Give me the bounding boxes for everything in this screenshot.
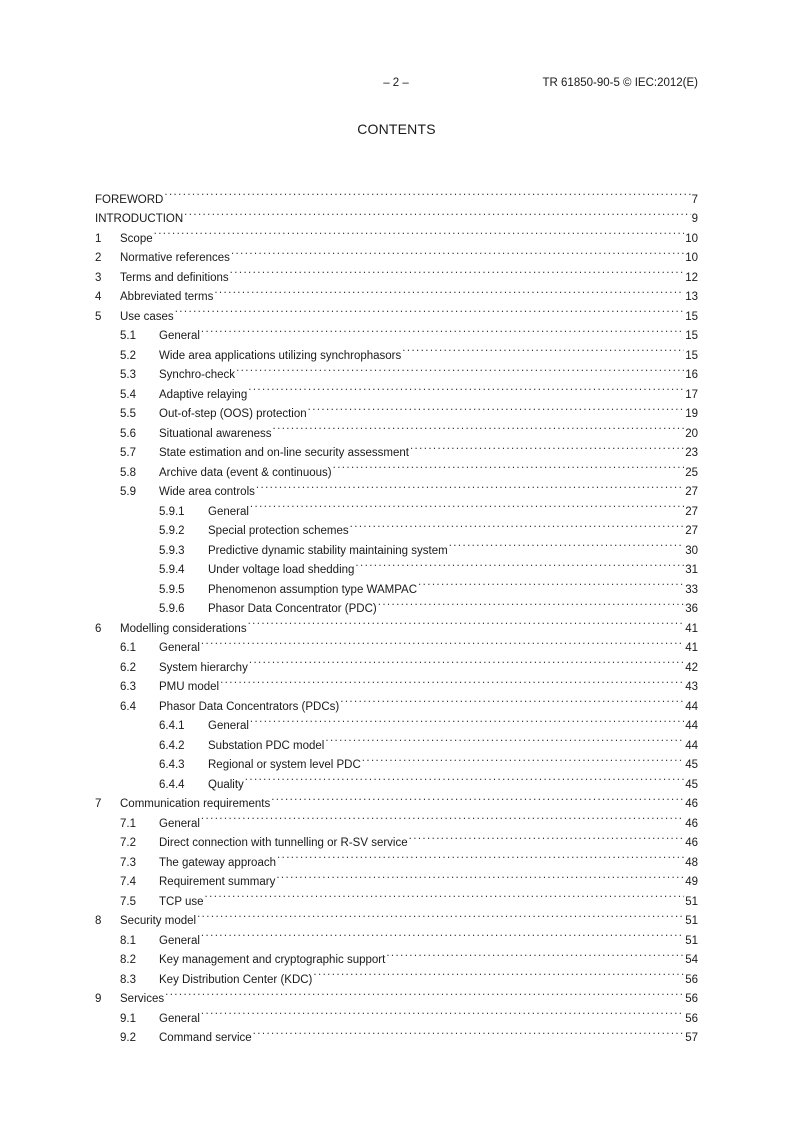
toc-entry-page: 45 [685, 778, 698, 791]
toc-entry-number: 5.8 [120, 466, 136, 479]
toc-dot-leader [165, 983, 684, 1003]
toc-entry[interactable] [95, 261, 698, 284]
toc-entry-number: 6.4.1 [159, 720, 185, 732]
toc-entry-page: 44 [685, 720, 698, 732]
toc-dot-leader [220, 671, 684, 691]
toc-entry[interactable] [95, 905, 698, 925]
toc-dot-leader [230, 261, 685, 281]
toc-entry-page: 10 [685, 232, 698, 245]
toc-entry[interactable] [95, 417, 698, 440]
toc-entry[interactable] [95, 768, 698, 791]
toc-entry-number: 8 [95, 915, 102, 927]
toc-dot-leader [164, 183, 690, 203]
toc-entry[interactable] [95, 398, 698, 418]
toc-entry[interactable] [95, 866, 698, 886]
toc-entry-title: General [159, 934, 200, 947]
toc-entry-title: INTRODUCTION [95, 213, 184, 225]
toc-dot-leader [325, 729, 684, 749]
toc-dot-leader [273, 417, 685, 437]
toc-entry-page: 12 [685, 271, 698, 284]
toc-entry-number: 6.2 [120, 661, 136, 674]
toc-dot-leader [214, 281, 684, 301]
toc-entry[interactable] [95, 632, 698, 652]
toc-entry[interactable] [95, 281, 698, 301]
toc-entry-title: Adaptive relaying [159, 388, 248, 401]
toc-entry-title: Predictive dynamic stability maintaining system [208, 544, 448, 557]
toc-dot-leader [449, 534, 685, 554]
toc-entry[interactable] [95, 437, 698, 457]
toc-entry[interactable] [95, 359, 698, 379]
toc-entry-page: 15 [685, 330, 698, 342]
toc-dot-leader [333, 456, 685, 476]
toc-entry-number: 5.3 [120, 369, 136, 381]
toc-entry-number: 7.1 [120, 817, 136, 830]
toc-entry[interactable] [95, 242, 698, 262]
toc-entry-page: 49 [685, 876, 698, 888]
toc-entry[interactable] [95, 554, 698, 574]
toc-entry-number: 7 [95, 798, 102, 810]
toc-entry[interactable] [95, 515, 698, 535]
toc-dot-leader [236, 359, 684, 379]
toc-entry-page: 15 [685, 349, 698, 362]
toc-dot-leader [250, 495, 684, 515]
toc-entry[interactable] [95, 320, 698, 340]
toc-entry-page: 46 [685, 798, 698, 810]
toc-entry-title: Special protection schemes [208, 525, 349, 537]
toc-entry-page: 23 [685, 447, 698, 459]
toc-entry-title: General [159, 330, 200, 342]
toc-dot-leader [253, 1022, 685, 1042]
page-number: – 2 – [383, 77, 409, 89]
toc-entry[interactable] [95, 924, 698, 947]
toc-dot-leader [154, 222, 685, 242]
toc-entry-page: 31 [685, 564, 698, 576]
toc-entry-page: 30 [685, 544, 698, 557]
toc-entry-title: Communication requirements [120, 798, 271, 810]
toc-entry-number: 7.4 [120, 876, 136, 888]
toc-dot-leader [245, 768, 684, 788]
toc-entry-page: 57 [685, 1032, 698, 1044]
toc-entry-title: General [208, 505, 249, 518]
toc-entry[interactable] [95, 456, 698, 479]
toc-entry-number: 8.3 [120, 973, 136, 986]
toc-entry-title: Archive data (event & continuous) [159, 466, 332, 479]
toc-entry-number: 1 [95, 232, 102, 245]
toc-entry[interactable] [95, 788, 698, 808]
toc-entry[interactable] [95, 593, 698, 613]
toc-entry[interactable] [95, 534, 698, 557]
toc-entry-title: Direct connection with tunnelling or R-SV service [159, 837, 408, 849]
toc-dot-leader [249, 651, 684, 671]
toc-entry-title: Terms and definitions [120, 271, 229, 284]
toc-dot-leader [402, 339, 684, 359]
toc-entry-number: 5.2 [120, 349, 136, 362]
toc-entry[interactable] [95, 671, 698, 691]
toc-entry-number: 8.1 [120, 934, 136, 947]
toc-entry-title: Regional or system level PDC [208, 759, 361, 771]
toc-dot-leader [340, 690, 684, 710]
toc-entry-title: Services [120, 993, 165, 1005]
toc-entry-number: 9.2 [120, 1032, 136, 1044]
toc-dot-leader [362, 749, 684, 769]
toc-entry-title: Scope [120, 232, 153, 245]
toc-entry[interactable] [95, 339, 698, 362]
toc-dot-leader [184, 203, 690, 223]
toc-dot-leader [378, 593, 684, 613]
toc-entry-number: 7.5 [120, 895, 136, 908]
toc-dot-leader [276, 866, 684, 886]
toc-entry-number: 6.4 [120, 700, 136, 713]
toc-dot-leader [201, 924, 684, 944]
toc-entry-number: 8.2 [120, 954, 136, 966]
toc-entry-number: 6.1 [120, 642, 136, 654]
contents-title: CONTENTS [357, 121, 436, 137]
toc-entry-page: 20 [685, 427, 698, 440]
toc-entry-page: 41 [685, 622, 698, 635]
toc-entry-number: 9.1 [120, 1012, 136, 1025]
toc-entry-number: 6.3 [120, 681, 136, 693]
toc-dot-leader [248, 612, 685, 632]
toc-entry[interactable] [95, 1002, 698, 1025]
toc-entry-page: 44 [685, 739, 698, 752]
toc-dot-leader [205, 885, 685, 905]
toc-entry-page: 51 [685, 934, 698, 947]
toc-entry-number: 5.5 [120, 408, 136, 420]
toc-entry-title: TCP use [159, 895, 204, 908]
toc-entry-page: 51 [685, 915, 698, 927]
toc-dot-leader [386, 944, 684, 964]
toc-entry[interactable] [95, 983, 698, 1003]
toc-entry[interactable] [95, 885, 698, 908]
toc-entry-title: Abbreviated terms [120, 291, 214, 303]
toc-entry-title: Command service [159, 1032, 252, 1044]
toc-entry-page: 48 [685, 856, 698, 869]
toc-entry-title: Under voltage load shedding [208, 564, 355, 576]
toc-dot-leader [350, 515, 685, 535]
toc-entry-title: Wide area controls [159, 486, 255, 498]
toc-entry-page: 13 [685, 291, 698, 303]
toc-dot-leader [201, 1002, 684, 1022]
toc-entry-number: 5 [95, 310, 102, 323]
toc-entry[interactable] [95, 846, 698, 869]
toc-entry-number: 5.1 [120, 330, 136, 342]
toc-entry-number: 5.9 [120, 486, 136, 498]
toc-entry-number: 5.9.5 [159, 583, 185, 596]
toc-entry[interactable] [95, 710, 698, 730]
toc-dot-leader [175, 300, 685, 320]
toc-entry-number: 2 [95, 252, 102, 264]
toc-entry[interactable] [95, 944, 698, 964]
toc-entry-page: 51 [685, 895, 698, 908]
toc-entry-number: 5.7 [120, 447, 136, 459]
toc-entry-title: State estimation and on-line security assessment [159, 447, 409, 459]
toc-entry-title: Phasor Data Concentrator (PDC) [208, 603, 377, 615]
toc-entry-page: 45 [685, 759, 698, 771]
page-header [0, 77, 793, 93]
toc-entry-page: 54 [685, 954, 698, 966]
toc-entry-number: 3 [95, 271, 102, 284]
toc-dot-leader [355, 554, 684, 574]
toc-entry-page: 56 [685, 993, 698, 1005]
toc-entry-number: 5.9.4 [159, 564, 185, 576]
toc-entry-page: 27 [685, 525, 698, 537]
toc-entry[interactable] [95, 807, 698, 830]
toc-dot-leader [418, 573, 684, 593]
toc-dot-leader [231, 242, 684, 262]
toc-entry-number: 7.3 [120, 856, 136, 869]
toc-entry-title: General [208, 720, 249, 732]
toc-entry-number: 4 [95, 291, 102, 303]
toc-entry-page: 43 [685, 681, 698, 693]
toc-entry[interactable] [95, 651, 698, 674]
toc-entry-title: Quality [208, 778, 244, 791]
toc-entry-page: 33 [685, 583, 698, 596]
toc-entry-page: 7 [691, 193, 698, 206]
toc-entry-title: General [159, 642, 200, 654]
toc-entry[interactable] [95, 476, 698, 496]
toc-entry-page: 25 [685, 466, 698, 479]
toc-dot-leader [256, 476, 684, 496]
toc-entry-title: Synchro-check [159, 369, 236, 381]
toc-entry-title: Out-of-step (OOS) protection [159, 408, 307, 420]
toc-dot-leader [409, 827, 685, 847]
toc-entry[interactable] [95, 963, 698, 986]
toc-entry[interactable] [95, 222, 698, 245]
toc-entry-title: Use cases [120, 310, 174, 323]
toc-entry-number: 5.9.2 [159, 525, 185, 537]
toc-entry-number: 5.9.6 [159, 603, 185, 615]
toc-entry-title: Modelling considerations [120, 622, 247, 635]
toc-entry[interactable] [95, 690, 698, 713]
toc-entry-number: 7.2 [120, 837, 136, 849]
toc-entry[interactable] [95, 495, 698, 518]
toc-entry-title: Requirement summary [159, 876, 276, 888]
toc-entry-title: Key Distribution Center (KDC) [159, 973, 313, 986]
toc-entry-title: The gateway approach [159, 856, 276, 869]
toc-entry-page: 41 [685, 642, 698, 654]
toc-entry-page: 56 [685, 1012, 698, 1025]
toc-entry[interactable] [95, 749, 698, 769]
toc-entry-page: 46 [685, 837, 698, 849]
toc-entry-page: 27 [685, 505, 698, 518]
toc-dot-leader [313, 963, 684, 983]
toc-entry-title: Phenomenon assumption type WAMPAC [208, 583, 418, 596]
toc-entry-number: 6.4.2 [159, 739, 185, 752]
toc-dot-leader [271, 788, 684, 808]
toc-entry-page: 27 [685, 486, 698, 498]
toc-entry-title: Situational awareness [159, 427, 272, 440]
toc-entry-number: 9 [95, 993, 102, 1005]
toc-entry-number: 6.4.3 [159, 759, 185, 771]
toc-entry[interactable] [95, 729, 698, 752]
toc-entry-title: Key management and cryptographic support [159, 954, 386, 966]
toc-entry[interactable] [95, 378, 698, 401]
toc-entry-title: Normative references [120, 252, 230, 264]
toc-entry[interactable] [95, 183, 698, 206]
toc-entry-number: 5.9.1 [159, 505, 185, 518]
toc-entry-page: 44 [685, 700, 698, 713]
toc-entry-number: 6 [95, 622, 102, 635]
toc-dot-leader [197, 905, 684, 925]
toc-entry-title: General [159, 1012, 200, 1025]
toc-entry-title: FOREWORD [95, 193, 164, 206]
toc-entry[interactable] [95, 573, 698, 596]
toc-entry[interactable] [95, 612, 698, 635]
document-reference: TR 61850-90-5 © IEC:2012(E) [542, 77, 698, 89]
toc-dot-leader [277, 846, 684, 866]
toc-entry-title: Security model [120, 915, 197, 927]
toc-entry-title: Substation PDC model [208, 739, 325, 752]
toc-dot-leader [250, 710, 684, 730]
toc-entry-page: 36 [685, 603, 698, 615]
toc-entry[interactable] [95, 827, 698, 847]
toc-entry-page: 17 [685, 388, 698, 401]
toc-entry-page: 42 [685, 661, 698, 674]
toc-dot-leader [201, 632, 684, 652]
toc-dot-leader [248, 378, 684, 398]
toc-entry-number: 5.9.3 [159, 544, 185, 557]
toc-entry-page: 46 [685, 817, 698, 830]
toc-entry-page: 15 [685, 310, 698, 323]
toc-entry-number: 5.4 [120, 388, 136, 401]
toc-entry-page: 10 [685, 252, 698, 264]
table-of-contents [95, 183, 698, 1044]
toc-entry-number: 6.4.4 [159, 778, 185, 791]
toc-entry[interactable] [95, 203, 698, 223]
toc-entry-page: 9 [691, 213, 698, 225]
toc-entry-page: 56 [685, 973, 698, 986]
toc-entry-title: PMU model [159, 681, 220, 693]
toc-dot-leader [201, 807, 684, 827]
toc-dot-leader [201, 320, 684, 340]
toc-entry-number: 5.6 [120, 427, 136, 440]
toc-dot-leader [308, 398, 685, 418]
toc-entry-title: Phasor Data Concentrators (PDCs) [159, 700, 340, 713]
toc-entry-page: 19 [685, 408, 698, 420]
toc-entry-page: 16 [685, 369, 698, 381]
toc-entry-title: General [159, 817, 200, 830]
toc-entry[interactable] [95, 1022, 698, 1042]
toc-dot-leader [410, 437, 684, 457]
toc-entry[interactable] [95, 300, 698, 323]
toc-entry-title: Wide area applications utilizing synchrophasors [159, 349, 402, 362]
toc-entry-title: System hierarchy [159, 661, 248, 674]
